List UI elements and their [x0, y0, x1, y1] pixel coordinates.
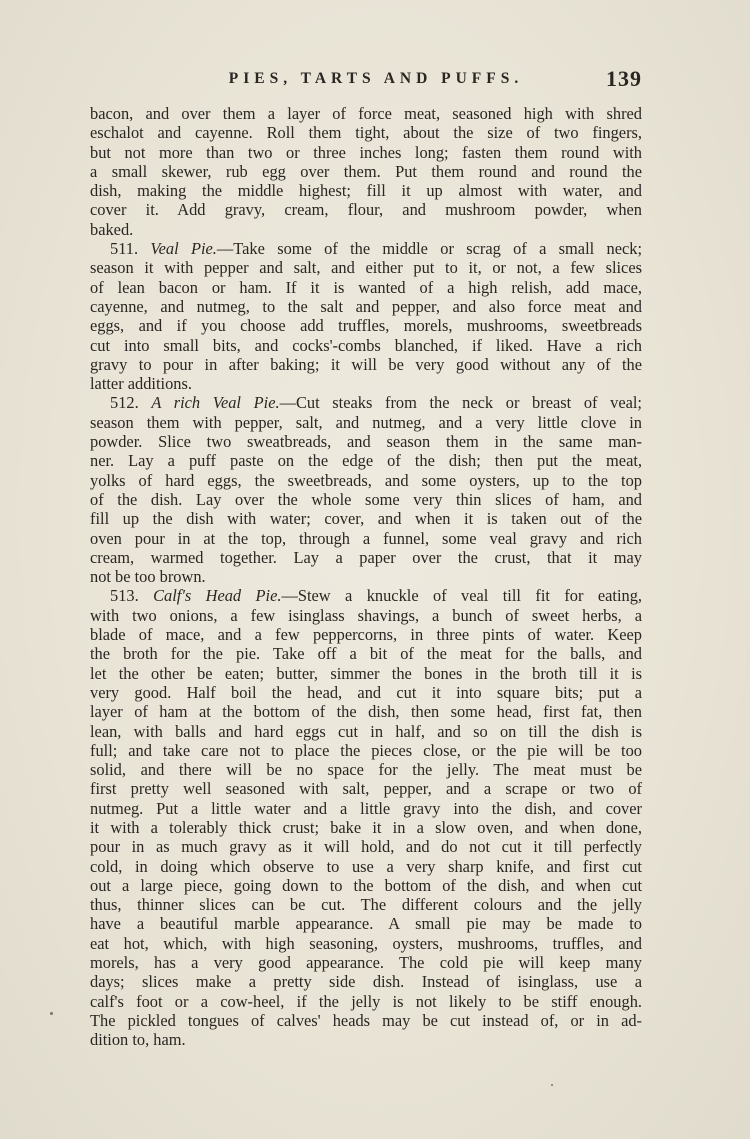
line-text: eschalot and cayenne. Roll them tight, about the size of two fingers,	[90, 123, 642, 143]
recipe-number: 511.	[110, 239, 139, 259]
text-line	[90, 374, 642, 393]
line-text: have a beautiful marble appearance. A small pie may be made to	[90, 914, 642, 934]
text-line	[90, 104, 642, 123]
text-line	[90, 992, 642, 1011]
text-line	[90, 1030, 642, 1049]
recipe-heading-line	[90, 393, 642, 412]
line-text: calf's foot or a cow-heel, if the jelly is not likely to be stiff enough.	[90, 991, 642, 1011]
line-text: powder. Slice two sweatbreads, and season them in the same man-	[90, 432, 642, 452]
text-line	[90, 123, 642, 142]
text-line	[90, 316, 642, 335]
text-line	[90, 857, 642, 876]
text-line	[90, 336, 642, 355]
text-line	[90, 278, 642, 297]
line-text: cut into small bits, and cocks'-combs blanched, if liked. Have a rich	[90, 335, 642, 355]
line-text: layer of ham at the bottom of the dish, then some head, first fat, then	[90, 702, 642, 722]
text-line	[90, 413, 642, 432]
text-line	[90, 664, 642, 683]
text-line	[90, 143, 642, 162]
text-line	[90, 548, 642, 567]
line-text: season them with pepper, salt, and nutmeg, and a very little clove in	[90, 412, 642, 432]
text-line	[90, 567, 642, 586]
line-text: cover it. Add gravy, cream, flour, and mushroom powder, when	[90, 200, 642, 220]
text-line	[90, 760, 642, 779]
line-text: a small skewer, rub egg over them. Put them round and round the	[90, 161, 642, 181]
recipe-title: Veal Pie.	[150, 239, 217, 259]
text-line	[90, 818, 642, 837]
recipe-title: Calf's Head Pie.	[153, 586, 282, 606]
line-text: fill up the dish with water; cover, and when it is taken out of the	[90, 509, 642, 529]
text-line	[90, 355, 642, 374]
line-text: eggs, and if you choose add truffles, morels, mushrooms, sweetbreads	[90, 316, 642, 336]
line-text: solid, and there will be no space for the jelly. The meat must be	[90, 760, 642, 780]
text-line	[90, 606, 642, 625]
text-line	[90, 779, 642, 798]
text-line	[90, 200, 642, 219]
line-text: the broth for the pie. Take off a bit of the meat for the balls, and	[90, 644, 642, 664]
line-text: ner. Lay a puff paste on the edge of the dish; then put the meat,	[90, 451, 642, 471]
recipe-heading-line	[90, 586, 642, 605]
line-text: —Cut steaks from the neck or breast of veal;	[279, 393, 642, 413]
line-text: morels, has a very good appearance. The cold pie will keep many	[90, 953, 642, 973]
page-number: 139	[606, 66, 642, 91]
text-line	[90, 1011, 642, 1030]
text-line	[90, 162, 642, 181]
recipe-number: 512.	[110, 393, 139, 413]
line-text: pour in as much gravy as it will hold, and do not cut it till perfectly	[90, 837, 642, 857]
text-line	[90, 799, 642, 818]
line-text: cold, in doing which observe to use a very sharp knife, and first cut	[90, 856, 642, 876]
text-line	[90, 934, 642, 953]
line-text: —Stew a knuckle of veal till fit for eating,	[281, 586, 642, 606]
recipe-heading-line	[90, 239, 642, 258]
line-text: out a large piece, going down to the bottom of the dish, and when cut	[90, 875, 642, 895]
line-text: eat hot, which, with high seasoning, oysters, mushrooms, truffles, and	[90, 933, 642, 953]
text-line	[90, 741, 642, 760]
line-text: oven pour in at the top, through a funnel, some veal gravy and rich	[90, 528, 642, 548]
line-text: latter additions.	[90, 374, 192, 394]
line-text: of the dish. Lay over the whole some very thin slices of ham, and	[90, 489, 642, 509]
text-line	[90, 953, 642, 972]
running-head-title: PIES, TARTS AND PUFFS.	[228, 70, 524, 87]
line-text: gravy to pour in after baking; it will be very good without any of the	[90, 354, 642, 374]
line-text: season it with pepper and salt, and either put to it, or not, a few slices	[90, 258, 642, 278]
line-text: of lean bacon or ham. If it is wanted of a high relish, add mace,	[90, 277, 642, 297]
text-line	[90, 914, 642, 933]
paper-speck	[50, 1012, 53, 1015]
line-text: dition to, ham.	[90, 1030, 186, 1050]
text-line	[90, 432, 642, 451]
line-text: lean, with balls and hard eggs cut in half, and so on till the dish is	[90, 721, 642, 741]
line-text: with two onions, a few isinglass shavings, a bunch of sweet herbs, a	[90, 605, 642, 625]
text-line	[90, 297, 642, 316]
line-text: baked.	[90, 219, 134, 239]
text-line	[90, 451, 642, 470]
text-line	[90, 471, 642, 490]
text-line	[90, 181, 642, 200]
line-text: bacon, and over them a layer of force meat, seasoned high with shred	[90, 104, 642, 123]
line-text: dish, making the middle highest; fill it up almost with water, and	[90, 181, 642, 201]
line-text: not be too brown.	[90, 567, 206, 587]
line-text: full; and take care not to place the pieces close, or the pie will be too	[90, 740, 642, 760]
text-line	[90, 895, 642, 914]
line-text: cayenne, and nutmeg, to the salt and pepper, and also force meat and	[90, 296, 642, 316]
line-text: first pretty well seasoned with salt, pepper, and a scrape or two of	[90, 779, 642, 799]
line-text: —Take some of the middle or scrag of a small neck;	[216, 239, 642, 259]
line-text: days; slices make a pretty side dish. Instead of isinglass, use a	[90, 972, 642, 992]
line-text: nutmeg. Put a little water and a little gravy into the dish, and cover	[90, 798, 642, 818]
line-text: cream, warmed together. Lay a paper over the crust, that it may	[90, 547, 642, 567]
line-text: yolks of hard eggs, the sweetbreads, and some oysters, up to the top	[90, 470, 642, 490]
text-line	[90, 644, 642, 663]
text-line	[90, 876, 642, 895]
text-line	[90, 722, 642, 741]
text-line	[90, 837, 642, 856]
body-text	[90, 104, 642, 1050]
text-line	[90, 683, 642, 702]
line-text: blade of mace, and a few peppercorns, in three pints of water. Keep	[90, 625, 642, 645]
line-text: very good. Half boil the head, and cut it into square bits; put a	[90, 682, 642, 702]
text-line	[90, 625, 642, 644]
paper-speck	[551, 1084, 553, 1086]
recipe-number: 513.	[110, 586, 139, 606]
line-text: thus, thinner slices can be cut. The different colours and the jelly	[90, 895, 642, 915]
text-line	[90, 529, 642, 548]
line-text: let the other be eaten; butter, simmer the bones in the broth till it is	[90, 663, 642, 683]
line-text: but not more than two or three inches long; fasten them round with	[90, 142, 642, 162]
recipe-title: A rich Veal Pie.	[151, 393, 280, 413]
running-head	[90, 66, 642, 96]
text-line	[90, 972, 642, 991]
text-line	[90, 702, 642, 721]
text-line	[90, 509, 642, 528]
text-line	[90, 258, 642, 277]
text-line	[90, 220, 642, 239]
line-text: The pickled tongues of calves' heads may be cut instead of, or in ad-	[90, 1010, 642, 1030]
line-text: it with a tolerably thick crust; bake it in a slow oven, and when done,	[90, 817, 642, 837]
text-line	[90, 490, 642, 509]
